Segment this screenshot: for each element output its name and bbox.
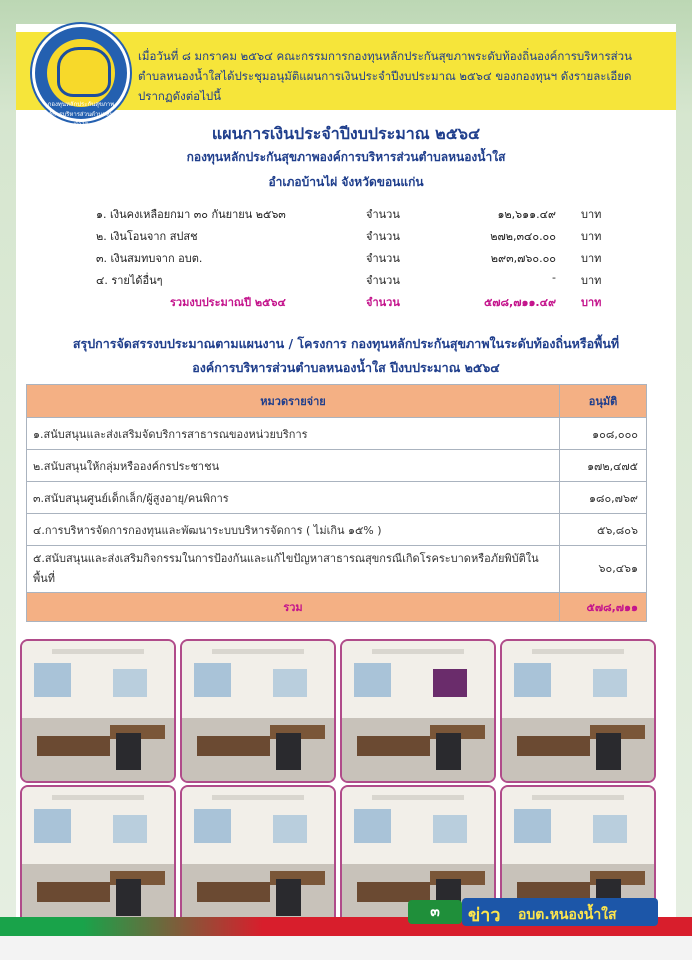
table-cell-item: ๕.สนับสนุนและส่งเสริมกิจกรรมในการป้องกันและแก้ไขปัญหาสาธารณสุขกรณีเกิดโรคระบาดหรือภัยพิบัติในพื้นที่	[27, 546, 560, 593]
budget-amount: -	[552, 271, 556, 284]
table-row	[27, 546, 647, 593]
col-approved-header: อนุมัติ	[560, 385, 647, 418]
table-cell-amount: ๑๘๐,๗๖๙	[560, 482, 647, 514]
budget-row	[96, 268, 656, 290]
budget-unit: บาท	[581, 230, 602, 243]
plan-title: แผนการเงินประจำปีงบประมาณ ๒๕๖๔	[211, 124, 481, 143]
table-cell-amount: ๑๗๒,๔๗๕	[560, 450, 647, 482]
table-cell-item: ๔.การบริหารจัดการกองทุนและพัฒนาระบบบริหารจัดการ ( ไม่เกิน ๑๕% )	[27, 514, 560, 546]
table-total-label: รวม	[27, 593, 560, 622]
budget-row	[96, 224, 656, 246]
meeting-photo	[180, 785, 336, 929]
logo-text: กองทุนหลักประกันสุขภาพองค์การบริหารส่วนตำบลหนองน้ำใส	[41, 101, 121, 128]
budget-label: ๓. เงินสมทบจาก อบต.	[96, 252, 203, 265]
meeting-photo-grid	[20, 639, 656, 925]
brand-sub: อบต.หนองน้ำใส	[518, 907, 617, 923]
table-cell-item: ๑.สนับสนุนและส่งเสริมจัดบริการสาธารณของหน่วยบริการ	[27, 418, 560, 450]
budget-row	[96, 202, 656, 224]
budget-total-label: รวมงบประมาณปี ๒๕๖๔	[170, 296, 286, 309]
plan-location: อำเภอบ้านไผ่ จังหวัดขอนแก่น	[268, 175, 424, 189]
meeting-photo	[20, 785, 176, 929]
meeting-photo	[340, 639, 496, 783]
summary-subheading: องค์การบริหารส่วนตำบลหนองน้ำใส ปีงบประมาณ ๒๕๖๔	[192, 360, 500, 375]
budget-label: ๒. เงินโอนจาก สปสช	[96, 230, 198, 243]
footer-bottom	[0, 936, 692, 960]
logo-figure-icon	[57, 47, 111, 97]
table-row	[27, 450, 647, 482]
table-row	[27, 514, 647, 546]
meeting-photo	[20, 639, 176, 783]
newsletter-brand	[462, 898, 658, 926]
table-cell-item: ๓.สนับสนุนศูนย์เด็กเล็ก/ผู้สูงอายุ/คนพิการ	[27, 482, 560, 514]
plan-subtitle: กองทุนหลักประกันสุขภาพองค์การบริหารส่วนตำบลหนองน้ำใส	[186, 150, 506, 164]
budget-label: ๑. เงินคงเหลือยกมา ๓๐ กันยายน ๒๕๖๓	[96, 208, 286, 221]
table-total-row	[27, 593, 647, 622]
page-number: ๓	[408, 900, 462, 924]
table-cell-amount: ๑๐๘,๐๐๐	[560, 418, 647, 450]
table-row	[27, 418, 647, 450]
budget-label: ๔. รายได้อื่นๆ	[96, 274, 163, 287]
brand-main: ข่าว	[468, 905, 501, 926]
budget-word: จำนวน	[366, 230, 400, 243]
fund-logo	[32, 24, 130, 128]
table-cell-amount: ๕๖,๘๐๖	[560, 514, 647, 546]
summary-heading: สรุปการจัดสรรงบประมาณตามแผนงาน / โครงการ กองทุนหลักประกันสุขภาพในระดับท้องถิ่นหรือพื้นที่	[72, 336, 620, 351]
table-total-amount: ๕๗๘,๗๑๑	[560, 593, 647, 622]
table-cell-amount: ๖๐,๔๖๑	[560, 546, 647, 593]
newsletter-page	[16, 24, 676, 950]
budget-total-row	[96, 290, 656, 312]
budget-row	[96, 246, 656, 268]
budget-unit: บาท	[581, 274, 602, 287]
budget-unit: บาท	[581, 208, 602, 221]
meeting-photo	[180, 639, 336, 783]
col-category-header: หมวดรายจ่าย	[27, 385, 560, 418]
budget-word: จำนวน	[366, 252, 400, 265]
budget-word: จำนวน	[366, 208, 400, 221]
table-cell-item: ๒.สนับสนุนให้กลุ่มหรือองค์กรประชาชน	[27, 450, 560, 482]
budget-amount: ๑๒,๖๑๑.๔๙	[497, 208, 556, 221]
budget-word: จำนวน	[366, 274, 400, 287]
meeting-photo	[500, 639, 656, 783]
allocation-table	[26, 384, 647, 622]
table-row	[27, 482, 647, 514]
budget-amount: ๒๗๒,๓๔๐.๐๐	[490, 230, 556, 243]
budget-total-word: จำนวน	[366, 296, 400, 309]
budget-unit: บาท	[581, 252, 602, 265]
intro-text: เมื่อวันที่ ๘ มกราคม ๒๕๖๔ คณะกรรมการกองทุนหลักประกันสุขภาพระดับท้องถิ่นองค์การบริหารส่วนตำบลหนองน้ำใสได้ประชุมอนุมัติแผนการเงินประจำปีงบประมาณ ๒๕๖๔ ของกองทุนฯ ดังรายละเอียดปรากฏดังต่อไปนี้	[138, 49, 632, 103]
budget-total-unit: บาท	[581, 296, 602, 309]
budget-total-amount: ๕๗๘,๗๑๑.๔๙	[483, 296, 556, 309]
budget-amount: ๒๙๓,๗๖๐.๐๐	[490, 252, 556, 265]
